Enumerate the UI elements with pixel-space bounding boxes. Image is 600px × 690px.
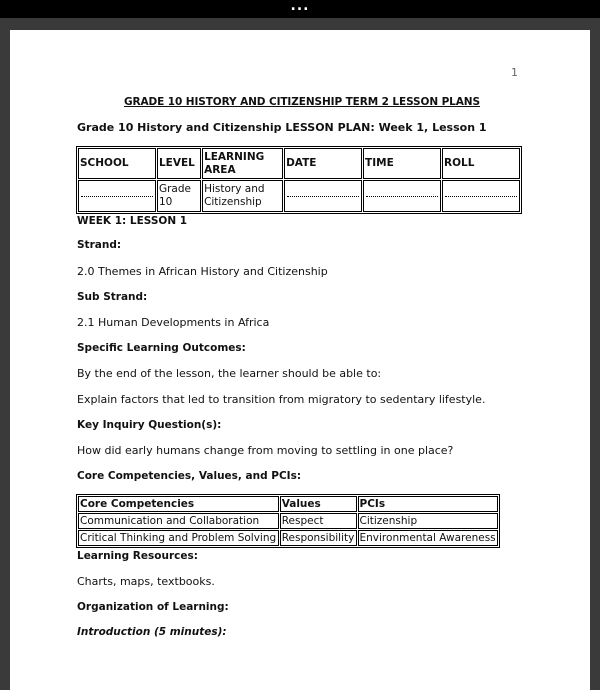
lesson-info-table	[76, 146, 522, 214]
header-roll: ROLL	[442, 148, 520, 179]
header-level: LEVEL	[157, 148, 201, 179]
core-competencies-table	[76, 494, 500, 548]
window-top-bar	[0, 0, 600, 18]
header-time: TIME	[363, 148, 441, 179]
lesson-plan-subtitle: Grade 10 History and Citizenship LESSON PLAN: Week 1, Lesson 1	[77, 121, 487, 134]
organization-label: Organization of Learning:	[77, 601, 229, 613]
page-content	[77, 96, 527, 638]
time-cell	[363, 180, 441, 212]
learning-resources-label: Learning Resources:	[77, 550, 198, 562]
header-date: DATE	[284, 148, 362, 179]
header-values: Values	[280, 496, 357, 512]
pci-cell: Environmental Awareness	[358, 530, 498, 546]
table-row	[78, 530, 498, 546]
competency-cell: Critical Thinking and Problem Solving	[78, 530, 279, 546]
key-inquiry-label: Key Inquiry Question(s):	[77, 419, 222, 431]
header-core-competencies: Core Competencies	[78, 496, 279, 512]
document-page	[10, 30, 590, 690]
slo-label: Specific Learning Outcomes:	[77, 342, 246, 354]
sub-strand-text: 2.1 Human Developments in Africa	[77, 316, 270, 329]
dotted-blank	[366, 195, 438, 197]
strand-text: 2.0 Themes in African History and Citizenship	[77, 265, 328, 278]
dotted-blank	[445, 195, 517, 197]
level-cell: Grade 10	[157, 180, 201, 212]
table-header-row	[78, 148, 520, 179]
table-row	[78, 513, 498, 529]
dotted-blank	[81, 195, 153, 197]
key-inquiry-text: How did early humans change from moving to settling in one place?	[77, 444, 454, 457]
learning-resources-text: Charts, maps, textbooks.	[77, 575, 215, 588]
dotted-blank	[287, 195, 359, 197]
learning-area-cell: History and Citizenship	[202, 180, 283, 212]
header-pcis: PCIs	[358, 496, 498, 512]
sub-strand-label: Sub Strand:	[77, 291, 148, 303]
roll-cell	[442, 180, 520, 212]
table-header-row	[78, 496, 498, 512]
week-heading: WEEK 1: LESSON 1	[77, 215, 188, 227]
introduction-label: Introduction (5 minutes):	[77, 626, 227, 638]
value-cell: Respect	[280, 513, 357, 529]
core-competencies-label: Core Competencies, Values, and PCIs:	[77, 470, 302, 482]
document-title: GRADE 10 HISTORY AND CITIZENSHIP TERM 2 LESSON PLANS	[124, 96, 480, 108]
date-cell	[284, 180, 362, 212]
strand-label: Strand:	[77, 239, 122, 251]
value-cell: Responsibility	[280, 530, 357, 546]
header-learning-area: LEARNING AREA	[202, 148, 283, 179]
slo-intro: By the end of the lesson, the learner should be able to:	[77, 367, 382, 380]
table-row	[78, 180, 520, 212]
page-number: 1	[511, 66, 518, 79]
header-school: SCHOOL	[78, 148, 156, 179]
competency-cell: Communication and Collaboration	[78, 513, 279, 529]
slo-item: Explain factors that led to transition from migratory to sedentary lifestyle.	[77, 393, 486, 406]
more-options-icon[interactable]: ...	[290, 0, 310, 14]
school-cell	[78, 180, 156, 212]
pci-cell: Citizenship	[358, 513, 498, 529]
